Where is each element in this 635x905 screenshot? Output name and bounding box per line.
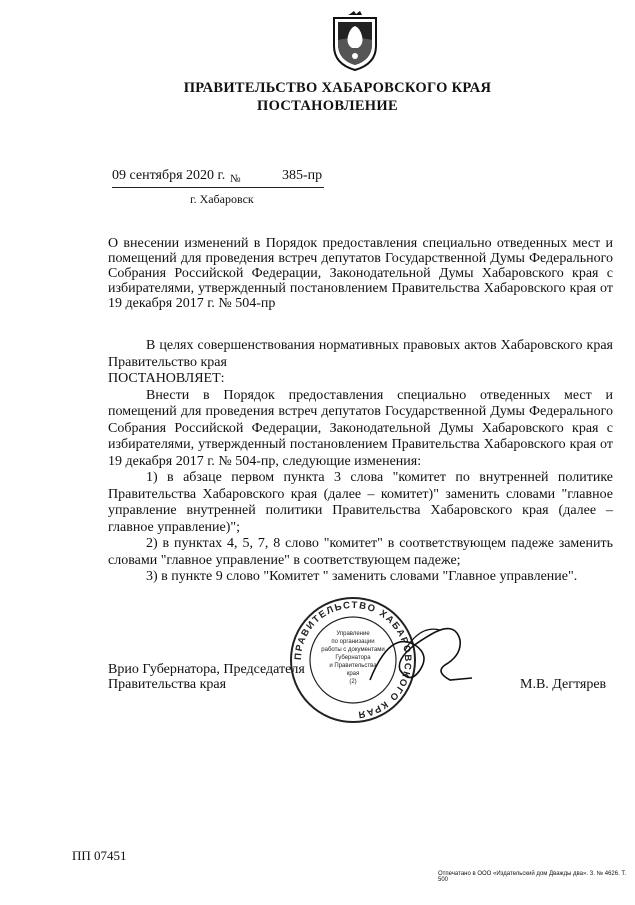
stamp-line-4: Губернатора [335,655,371,661]
handwritten-signature [360,610,480,700]
coat-of-arms-emblem [330,10,380,72]
signatory-name: М.В. Дегтярев [520,677,607,692]
document-body [108,338,613,586]
document-date: 09 сентября 2020 г. [112,168,226,183]
item-3: 3) в пункте 9 слово "Комитет " заменить словами "Главное управление". [146,569,578,584]
position-line-2: Правительства края [108,677,227,692]
print-info: Отпечатано в ООО «Издательский дом Дважды два». З. № 4626. Т. 500 [438,871,627,883]
date-number-line [112,168,324,188]
stamp-ring-text: ПРАВИТЕЛЬСТВО ХАБАРОВСКОГО КРАЯ [292,599,414,720]
stamp-line-2: по организации [331,639,375,645]
stamp-line-3: работы с документами [321,647,385,653]
stamp-line-6: края [346,671,360,677]
document-code: ПП 07451 [72,848,127,863]
main-paragraph: Внести в Порядок предоставления специально отведенных мест и помещений для проведения встреч депутатов Государственной Думы Федерального Собрания Российской Федерации, Законодательной Думы Хабаровского края с избирателями, утвержденный постановлением Правительства Хабаровского края от 19 декабря 2017 г. № 504-пр, следующие изменения: [108,387,613,469]
organization-title: ПРАВИТЕЛЬСТВО ХАБАРОВСКОГО КРАЯ [183,80,492,96]
position-line-1: Врио Губернатора, Председателя [108,662,305,677]
resolve-keyword: ПОСТАНОВЛЯЕТ: [108,371,225,386]
item-2: 2) в пунктах 4, 5, 7, 8 слово "комитет" в соответствующем падеже заменить словами "главное управление" в соответствующем падеже; [108,536,613,568]
document-subject: О внесении изменений в Порядок предоставления специально отведенных мест и помещений для проведения встреч депутатов Государственной Думы Федерального Собрания Российской Федерации, Законодательной Думы Хабаровского края с избирателями, утвержденный постановлением Правительства Хабаровского края от 19 декабря 2017 г. № 504-пр [108,236,613,311]
document-type: ПОСТАНОВЛЕНИЕ [257,98,398,114]
stamp-line-7: (2) [349,679,357,685]
signatory-position [108,662,305,692]
stamp-line-1: Управление [336,631,370,637]
city: г. Хабаровск [190,192,254,206]
intro-paragraph: В целях совершенствования нормативных правовых актов Хабаровского края Правительство края [108,338,613,370]
number-label: № [230,173,241,185]
stamp-line-5: и Правительства [329,663,377,669]
document-number: 385-пр [282,168,323,183]
item-1: 1) в абзаце первом пункта 3 слова "комитет по внутренней политике Правительства Хабаровского края (далее – комитет)" заменить словами "главное управление внутренней политики Правительства Хабаровского края (далее – главное управление)"; [108,470,613,535]
